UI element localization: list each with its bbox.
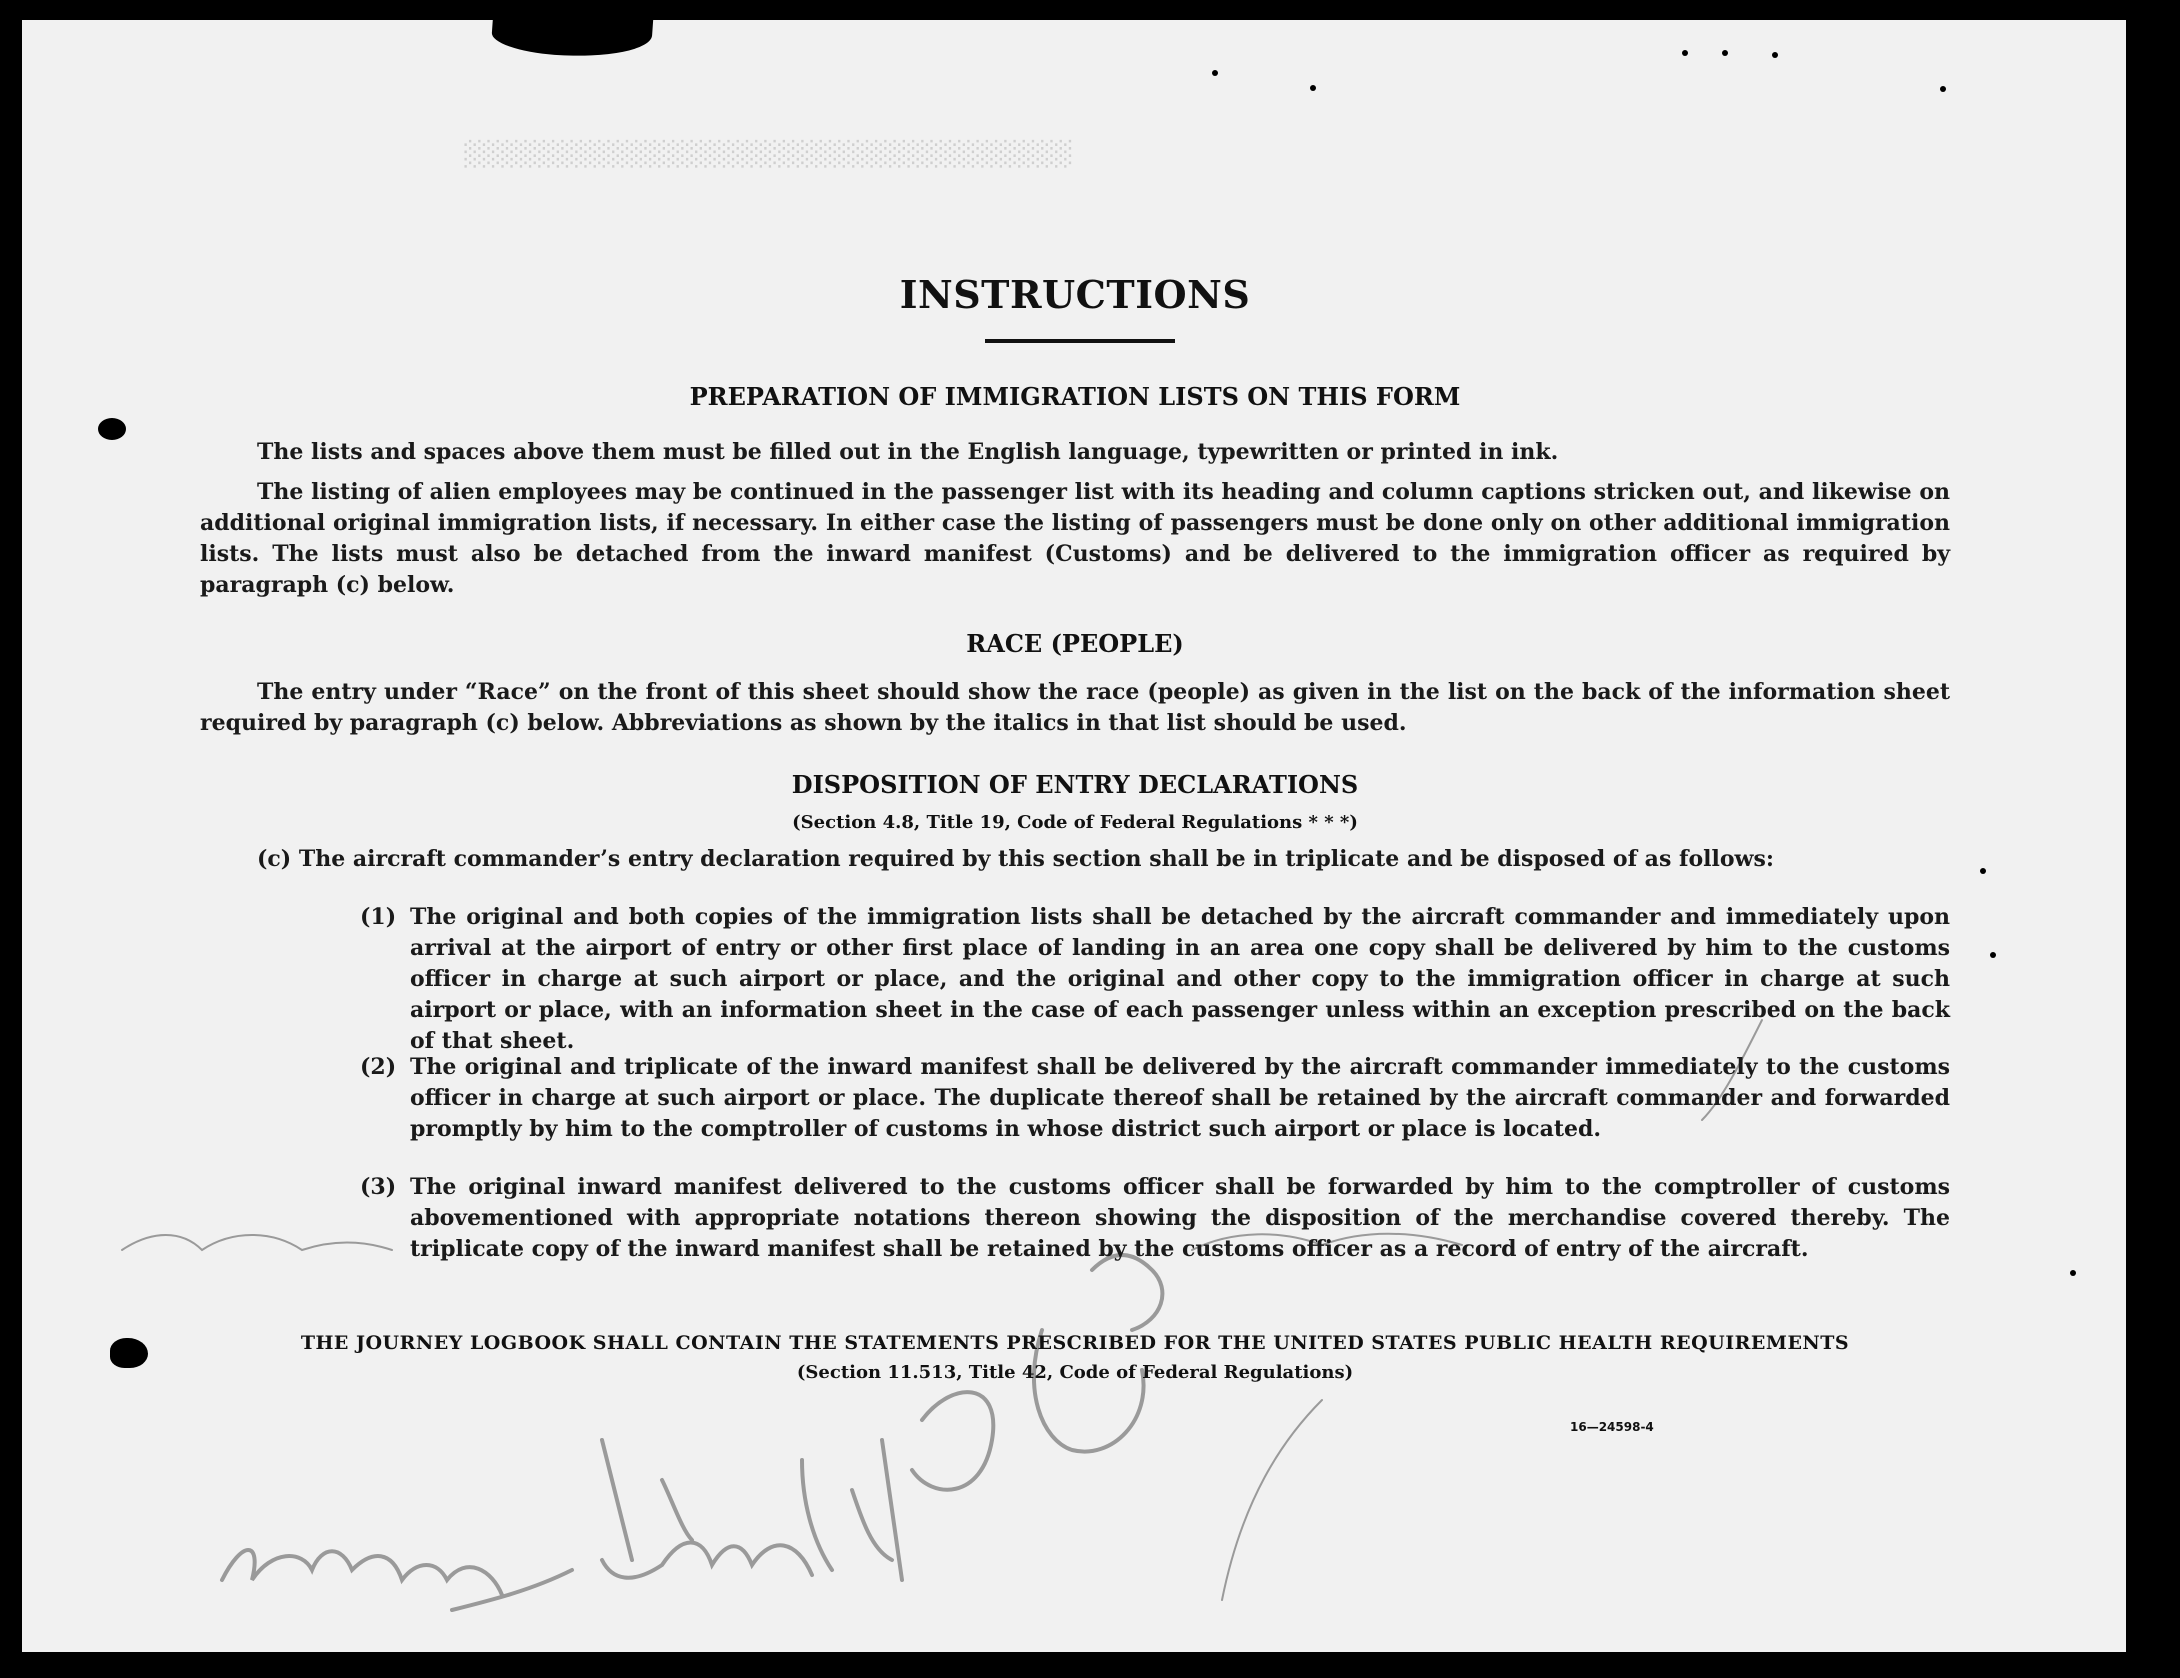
list-item-text: The original and both copies of the immigration lists shall be detached by the aircraft commander and immediately upon arrival at the airport of entry or other first place of landing in an area one copy shall be delivered by him to the customs officer in charge at such airport or place, and the original and other copy to the immigration officer in charge at such airport or place, with an information sheet in the case of each passenger unless within an exception prescribed on the back of that sheet. xyxy=(410,904,1950,1054)
title-underline xyxy=(985,339,1175,343)
list-item xyxy=(360,1172,1950,1265)
heading-preparation: PREPARATION OF IMMIGRATION LISTS ON THIS FORM xyxy=(689,382,1461,411)
document-sheet xyxy=(22,20,2126,1652)
bleed-through: ░░░░░░░░░░░░░░░░░░░░░░░░░░░░░░░░░ xyxy=(462,140,1072,168)
paragraph-preparation-1: The lists and spaces above them must be filled out in the English language, typewritten or printed in ink. xyxy=(257,439,1559,465)
citation-health: (Section 11.513, Title 42, Code of Federal Regulations) xyxy=(796,1362,1354,1383)
paragraph-disposition-intro: (c) The aircraft commander’s entry declaration required by this section shall be in triplicate and be disposed of as follows: xyxy=(257,846,1774,872)
citation-disposition: (Section 4.8, Title 19, Code of Federal Regulations * * *) xyxy=(792,812,1358,833)
paragraph-preparation-2: The listing of alien employees may be continued in the passenger list with its heading and column captions stricken out, and likewise on additional original immigration lists, if necessary. In either case the listing of passengers must be done only on other additional immigration lists. The lists must also be detached from the inward manifest (Customs) and be delivered to the immigration officer as required by paragraph (c) below. xyxy=(200,479,1950,598)
page-title: INSTRUCTIONS xyxy=(899,272,1251,317)
handwritten-signatures xyxy=(22,20,2126,1652)
heading-health: THE JOURNEY LOGBOOK SHALL CONTAIN THE STATEMENTS PRESCRIBED FOR THE UNITED STATES PUBLIC HEALTH REQUIREMENTS xyxy=(300,1332,1850,1354)
list-item xyxy=(360,902,1950,1057)
list-item-number: (2) xyxy=(360,1054,397,1080)
heading-race: RACE (PEOPLE) xyxy=(966,629,1184,658)
list-item-text: The original and triplicate of the inward manifest shall be delivered by the aircraft commander immediately to the customs officer in charge at such airport or place. The duplicate thereof shall be retained by the aircraft commander and forwarded promptly by him to the comptroller of customs in whose district such airport or place is located. xyxy=(410,1054,1950,1142)
paragraph-race: The entry under “Race” on the front of this sheet should show the race (people) as given in the list on the back of the information sheet required by paragraph (c) below. Abbreviations as shown by the italics in that list should be used. xyxy=(200,679,1950,736)
list-item-number: (1) xyxy=(360,904,397,930)
list-item xyxy=(360,1052,1950,1145)
list-item-text: The original inward manifest delivered to the customs officer shall be forwarded by him to the comptroller of customs abovementioned with appropriate notations thereon showing the disposition of the merchandise covered thereby. The triplicate copy of the inward manifest shall be retained by the customs officer as a record of entry of the aircraft. xyxy=(410,1174,1950,1262)
heading-disposition: DISPOSITION OF ENTRY DECLARATIONS xyxy=(791,770,1359,799)
list-item-number: (3) xyxy=(360,1174,397,1200)
form-number: 16—24598-4 xyxy=(1570,1420,1654,1434)
